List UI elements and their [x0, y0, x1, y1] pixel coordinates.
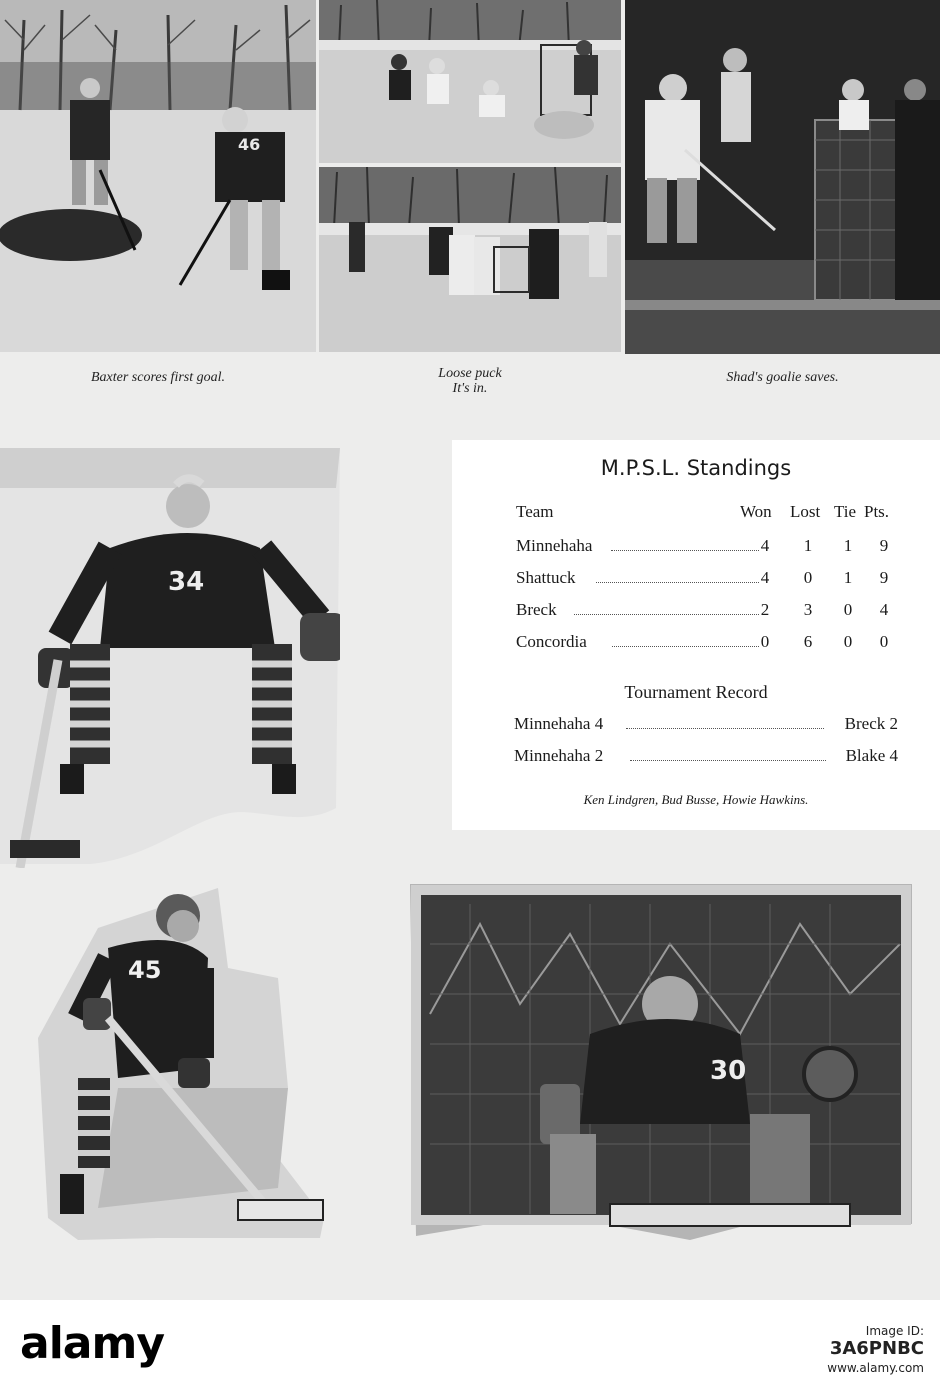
dot-leader [574, 614, 759, 615]
photo-loose-puck-bottom [319, 167, 621, 352]
jersey-number: 45 [128, 956, 162, 984]
header-tie: Tie [834, 502, 857, 521]
won: 0 [760, 632, 770, 651]
standings-title: M.P.S.L. Standings [600, 456, 792, 480]
lost: 3 [803, 600, 813, 619]
tournament-right: Blake 4 [845, 746, 898, 765]
team-name: Concordia [516, 632, 587, 651]
standings-header-row [516, 502, 898, 524]
tournament-left: Minnehaha 2 [514, 746, 604, 765]
standings-row [516, 600, 898, 622]
team-name: Breck [516, 600, 557, 619]
lost: 6 [803, 632, 813, 651]
tournament-title: Tournament Record [624, 682, 768, 702]
image-id-block [827, 1322, 924, 1377]
header-team: Team [516, 502, 554, 521]
photo-player-45 [38, 888, 328, 1240]
caption-line: Loose puck [438, 366, 502, 381]
dot-leader [626, 728, 824, 729]
standings-row [516, 568, 898, 590]
photo-player-34 [0, 448, 340, 868]
tournament-row [514, 746, 898, 768]
tie: 1 [843, 536, 853, 555]
photo-goalie-saves [625, 0, 940, 354]
won: 2 [760, 600, 770, 619]
team-name: Shattuck [516, 568, 576, 587]
jersey-number: 30 [710, 1056, 747, 1086]
header-won: Won [740, 502, 772, 521]
photo-baxter-scores [0, 0, 316, 352]
alamy-logo: alamy [20, 1318, 164, 1369]
photo-credit: Ken Lindgren, Bud Busse, Howie Hawkins. [583, 792, 809, 807]
jersey-number: 46 [238, 135, 261, 154]
tournament-left: Minnehaha 4 [514, 714, 604, 733]
tournament-right: Breck 2 [844, 714, 898, 733]
photo-loose-puck-top [319, 0, 621, 163]
tournament-row [514, 714, 898, 736]
header-pts: Pts. [864, 502, 890, 521]
footer-bar [0, 1300, 940, 1390]
pts: 0 [879, 632, 889, 651]
standings-row [516, 632, 898, 654]
header-lost: Lost [790, 502, 821, 521]
caption-loose-puck [319, 366, 621, 396]
tie: 1 [843, 568, 853, 587]
won: 4 [760, 536, 770, 555]
pts: 4 [879, 600, 889, 619]
pts: 9 [879, 536, 889, 555]
dot-leader [630, 760, 826, 761]
tie: 0 [843, 632, 853, 651]
dot-leader [612, 646, 759, 647]
team-name: Minnehaha [516, 536, 593, 555]
standings-row [516, 536, 898, 558]
image-id-label: Image ID: [865, 1324, 924, 1338]
dot-leader [611, 550, 759, 551]
photo-goalie-30 [410, 884, 912, 1240]
caption-line: It's in. [452, 381, 488, 396]
caption-goalie: Shad's goalie saves. [726, 370, 839, 385]
won: 4 [760, 568, 770, 587]
tie: 0 [843, 600, 853, 619]
jersey-number: 34 [168, 567, 205, 597]
standings-panel [452, 440, 940, 830]
lost: 1 [803, 536, 813, 555]
lost: 0 [803, 568, 813, 587]
pts: 9 [879, 568, 889, 587]
dot-leader [596, 582, 759, 583]
image-id: 3A6PNBC [829, 1338, 924, 1359]
footer-url: www.alamy.com [827, 1361, 924, 1375]
caption-baxter: Baxter scores first goal. [90, 370, 226, 385]
